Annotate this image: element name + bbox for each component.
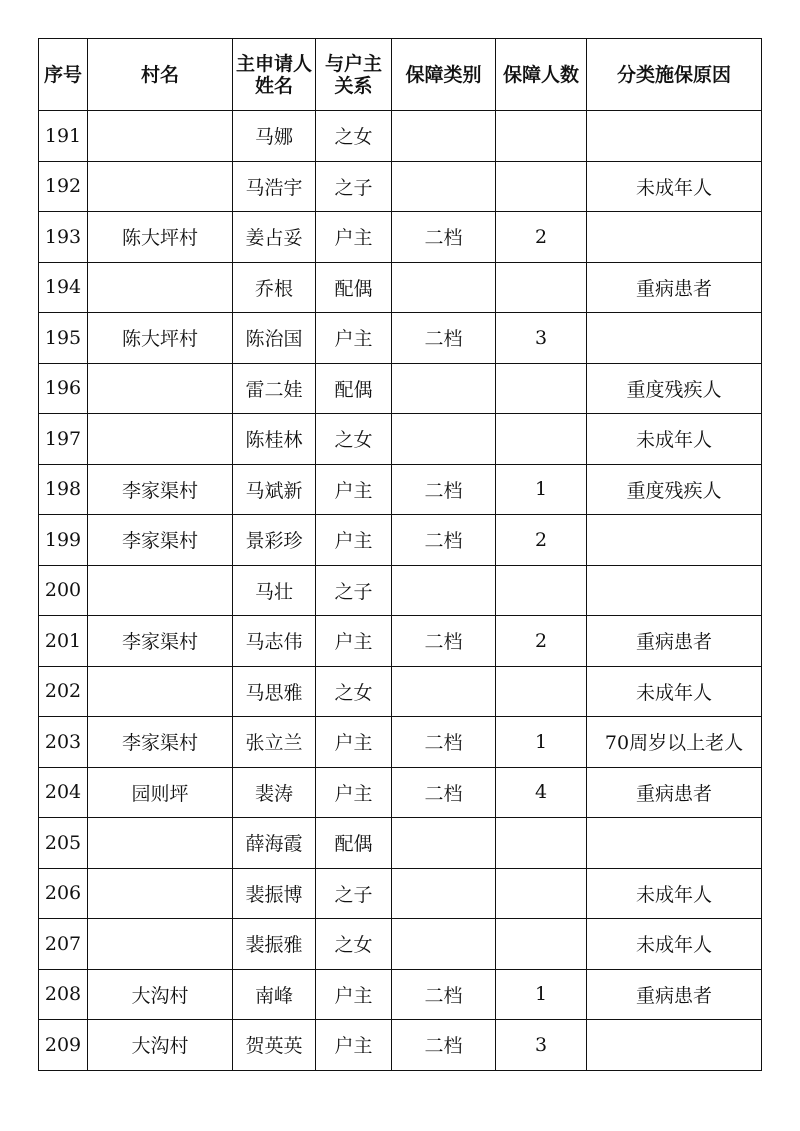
cell-village: 陈大坪村 bbox=[88, 313, 233, 364]
cell-village bbox=[88, 818, 233, 869]
cell-relation: 户主 bbox=[316, 464, 392, 515]
cell-count bbox=[496, 919, 587, 970]
cell-count: 4 bbox=[496, 767, 587, 818]
cell-relation: 之子 bbox=[316, 565, 392, 616]
cell-seq: 191 bbox=[39, 111, 88, 162]
table-row bbox=[39, 666, 762, 717]
cell-reason bbox=[587, 1020, 762, 1071]
cell-relation: 配偶 bbox=[316, 818, 392, 869]
cell-relation: 户主 bbox=[316, 717, 392, 768]
cell-seq: 199 bbox=[39, 515, 88, 566]
cell-village bbox=[88, 565, 233, 616]
cell-village: 大沟村 bbox=[88, 969, 233, 1020]
cell-reason: 未成年人 bbox=[587, 666, 762, 717]
cell-applicant-name: 马娜 bbox=[233, 111, 316, 162]
table-row bbox=[39, 313, 762, 364]
table-header-row bbox=[39, 39, 762, 111]
cell-type: 二档 bbox=[392, 969, 496, 1020]
cell-seq: 202 bbox=[39, 666, 88, 717]
table-row bbox=[39, 919, 762, 970]
cell-village: 园则坪 bbox=[88, 767, 233, 818]
cell-village bbox=[88, 868, 233, 919]
cell-applicant-name: 陈桂林 bbox=[233, 414, 316, 465]
cell-reason: 重度残疾人 bbox=[587, 363, 762, 414]
table-row bbox=[39, 212, 762, 263]
header-reason: 分类施保原因 bbox=[587, 39, 762, 111]
cell-seq: 209 bbox=[39, 1020, 88, 1071]
cell-type: 二档 bbox=[392, 313, 496, 364]
cell-seq: 206 bbox=[39, 868, 88, 919]
header-village: 村名 bbox=[88, 39, 233, 111]
cell-relation: 之子 bbox=[316, 161, 392, 212]
cell-relation: 之子 bbox=[316, 868, 392, 919]
cell-seq: 203 bbox=[39, 717, 88, 768]
cell-seq: 193 bbox=[39, 212, 88, 263]
header-count: 保障人数 bbox=[496, 39, 587, 111]
cell-applicant-name: 姜占妥 bbox=[233, 212, 316, 263]
cell-applicant-name: 马志伟 bbox=[233, 616, 316, 667]
cell-village: 大沟村 bbox=[88, 1020, 233, 1071]
cell-type: 二档 bbox=[392, 515, 496, 566]
cell-reason bbox=[587, 111, 762, 162]
cell-seq: 192 bbox=[39, 161, 88, 212]
cell-relation: 配偶 bbox=[316, 262, 392, 313]
document-sheet bbox=[38, 38, 762, 1071]
cell-type: 二档 bbox=[392, 1020, 496, 1071]
cell-village bbox=[88, 414, 233, 465]
cell-applicant-name: 南峰 bbox=[233, 969, 316, 1020]
cell-reason: 未成年人 bbox=[587, 919, 762, 970]
cell-reason bbox=[587, 515, 762, 566]
header-relation: 与户主关系 bbox=[316, 39, 392, 111]
cell-village bbox=[88, 111, 233, 162]
cell-village: 李家渠村 bbox=[88, 717, 233, 768]
assistance-roster-table bbox=[38, 38, 762, 1071]
cell-applicant-name: 贺英英 bbox=[233, 1020, 316, 1071]
cell-relation: 之女 bbox=[316, 666, 392, 717]
cell-relation: 户主 bbox=[316, 313, 392, 364]
cell-count bbox=[496, 161, 587, 212]
table-row bbox=[39, 616, 762, 667]
cell-count bbox=[496, 818, 587, 869]
cell-count: 2 bbox=[496, 616, 587, 667]
cell-applicant-name: 张立兰 bbox=[233, 717, 316, 768]
cell-applicant-name: 裴涛 bbox=[233, 767, 316, 818]
cell-relation: 配偶 bbox=[316, 363, 392, 414]
cell-relation: 户主 bbox=[316, 767, 392, 818]
table-row bbox=[39, 868, 762, 919]
cell-seq: 201 bbox=[39, 616, 88, 667]
cell-count: 1 bbox=[496, 464, 587, 515]
cell-village: 李家渠村 bbox=[88, 616, 233, 667]
cell-village bbox=[88, 161, 233, 212]
table-body bbox=[39, 111, 762, 1071]
cell-count bbox=[496, 363, 587, 414]
cell-reason: 未成年人 bbox=[587, 161, 762, 212]
cell-applicant-name: 乔根 bbox=[233, 262, 316, 313]
table-row bbox=[39, 414, 762, 465]
cell-applicant-name: 马思雅 bbox=[233, 666, 316, 717]
cell-count: 3 bbox=[496, 1020, 587, 1071]
cell-count bbox=[496, 565, 587, 616]
cell-reason: 重度残疾人 bbox=[587, 464, 762, 515]
cell-seq: 195 bbox=[39, 313, 88, 364]
cell-village: 李家渠村 bbox=[88, 464, 233, 515]
cell-type: 二档 bbox=[392, 616, 496, 667]
cell-applicant-name: 裴振博 bbox=[233, 868, 316, 919]
table-row bbox=[39, 969, 762, 1020]
cell-count: 1 bbox=[496, 717, 587, 768]
cell-type bbox=[392, 111, 496, 162]
table-row bbox=[39, 515, 762, 566]
cell-type bbox=[392, 818, 496, 869]
cell-count: 2 bbox=[496, 212, 587, 263]
cell-type: 二档 bbox=[392, 212, 496, 263]
table-row bbox=[39, 565, 762, 616]
table-row bbox=[39, 717, 762, 768]
cell-relation: 户主 bbox=[316, 616, 392, 667]
cell-count bbox=[496, 111, 587, 162]
header-applicant: 主申请人姓名 bbox=[233, 39, 316, 111]
cell-seq: 208 bbox=[39, 969, 88, 1020]
cell-type bbox=[392, 363, 496, 414]
cell-type bbox=[392, 868, 496, 919]
table-row bbox=[39, 262, 762, 313]
table-row bbox=[39, 161, 762, 212]
cell-village bbox=[88, 262, 233, 313]
cell-reason: 未成年人 bbox=[587, 414, 762, 465]
cell-seq: 204 bbox=[39, 767, 88, 818]
cell-type bbox=[392, 161, 496, 212]
cell-reason bbox=[587, 313, 762, 364]
cell-reason: 未成年人 bbox=[587, 868, 762, 919]
header-seq: 序号 bbox=[39, 39, 88, 111]
cell-type: 二档 bbox=[392, 464, 496, 515]
cell-village: 陈大坪村 bbox=[88, 212, 233, 263]
cell-seq: 205 bbox=[39, 818, 88, 869]
cell-applicant-name: 雷二娃 bbox=[233, 363, 316, 414]
cell-reason: 重病患者 bbox=[587, 969, 762, 1020]
cell-relation: 户主 bbox=[316, 969, 392, 1020]
cell-seq: 207 bbox=[39, 919, 88, 970]
cell-type bbox=[392, 666, 496, 717]
cell-applicant-name: 马浩宇 bbox=[233, 161, 316, 212]
cell-applicant-name: 陈治国 bbox=[233, 313, 316, 364]
cell-reason: 重病患者 bbox=[587, 262, 762, 313]
cell-count bbox=[496, 414, 587, 465]
cell-count: 3 bbox=[496, 313, 587, 364]
cell-type: 二档 bbox=[392, 767, 496, 818]
cell-type: 二档 bbox=[392, 717, 496, 768]
cell-village bbox=[88, 363, 233, 414]
header-type: 保障类别 bbox=[392, 39, 496, 111]
cell-seq: 200 bbox=[39, 565, 88, 616]
cell-seq: 197 bbox=[39, 414, 88, 465]
cell-reason bbox=[587, 818, 762, 869]
cell-applicant-name: 马斌新 bbox=[233, 464, 316, 515]
cell-reason bbox=[587, 212, 762, 263]
cell-count: 1 bbox=[496, 969, 587, 1020]
table-row bbox=[39, 111, 762, 162]
cell-count bbox=[496, 868, 587, 919]
cell-reason: 重病患者 bbox=[587, 616, 762, 667]
cell-count: 2 bbox=[496, 515, 587, 566]
cell-relation: 户主 bbox=[316, 212, 392, 263]
cell-village bbox=[88, 919, 233, 970]
cell-type bbox=[392, 565, 496, 616]
cell-village: 李家渠村 bbox=[88, 515, 233, 566]
cell-relation: 户主 bbox=[316, 515, 392, 566]
cell-relation: 之女 bbox=[316, 919, 392, 970]
cell-relation: 之女 bbox=[316, 111, 392, 162]
table-row bbox=[39, 767, 762, 818]
cell-type bbox=[392, 262, 496, 313]
cell-seq: 198 bbox=[39, 464, 88, 515]
cell-applicant-name: 薛海霞 bbox=[233, 818, 316, 869]
cell-count bbox=[496, 262, 587, 313]
cell-reason: 70周岁以上老人 bbox=[587, 717, 762, 768]
table-row bbox=[39, 464, 762, 515]
table-row bbox=[39, 363, 762, 414]
cell-type bbox=[392, 414, 496, 465]
cell-applicant-name: 裴振雅 bbox=[233, 919, 316, 970]
table-row bbox=[39, 818, 762, 869]
cell-reason bbox=[587, 565, 762, 616]
cell-seq: 196 bbox=[39, 363, 88, 414]
cell-count bbox=[496, 666, 587, 717]
cell-relation: 之女 bbox=[316, 414, 392, 465]
table-row bbox=[39, 1020, 762, 1071]
cell-relation: 户主 bbox=[316, 1020, 392, 1071]
cell-village bbox=[88, 666, 233, 717]
cell-seq: 194 bbox=[39, 262, 88, 313]
cell-applicant-name: 景彩珍 bbox=[233, 515, 316, 566]
cell-reason: 重病患者 bbox=[587, 767, 762, 818]
cell-type bbox=[392, 919, 496, 970]
cell-applicant-name: 马壮 bbox=[233, 565, 316, 616]
